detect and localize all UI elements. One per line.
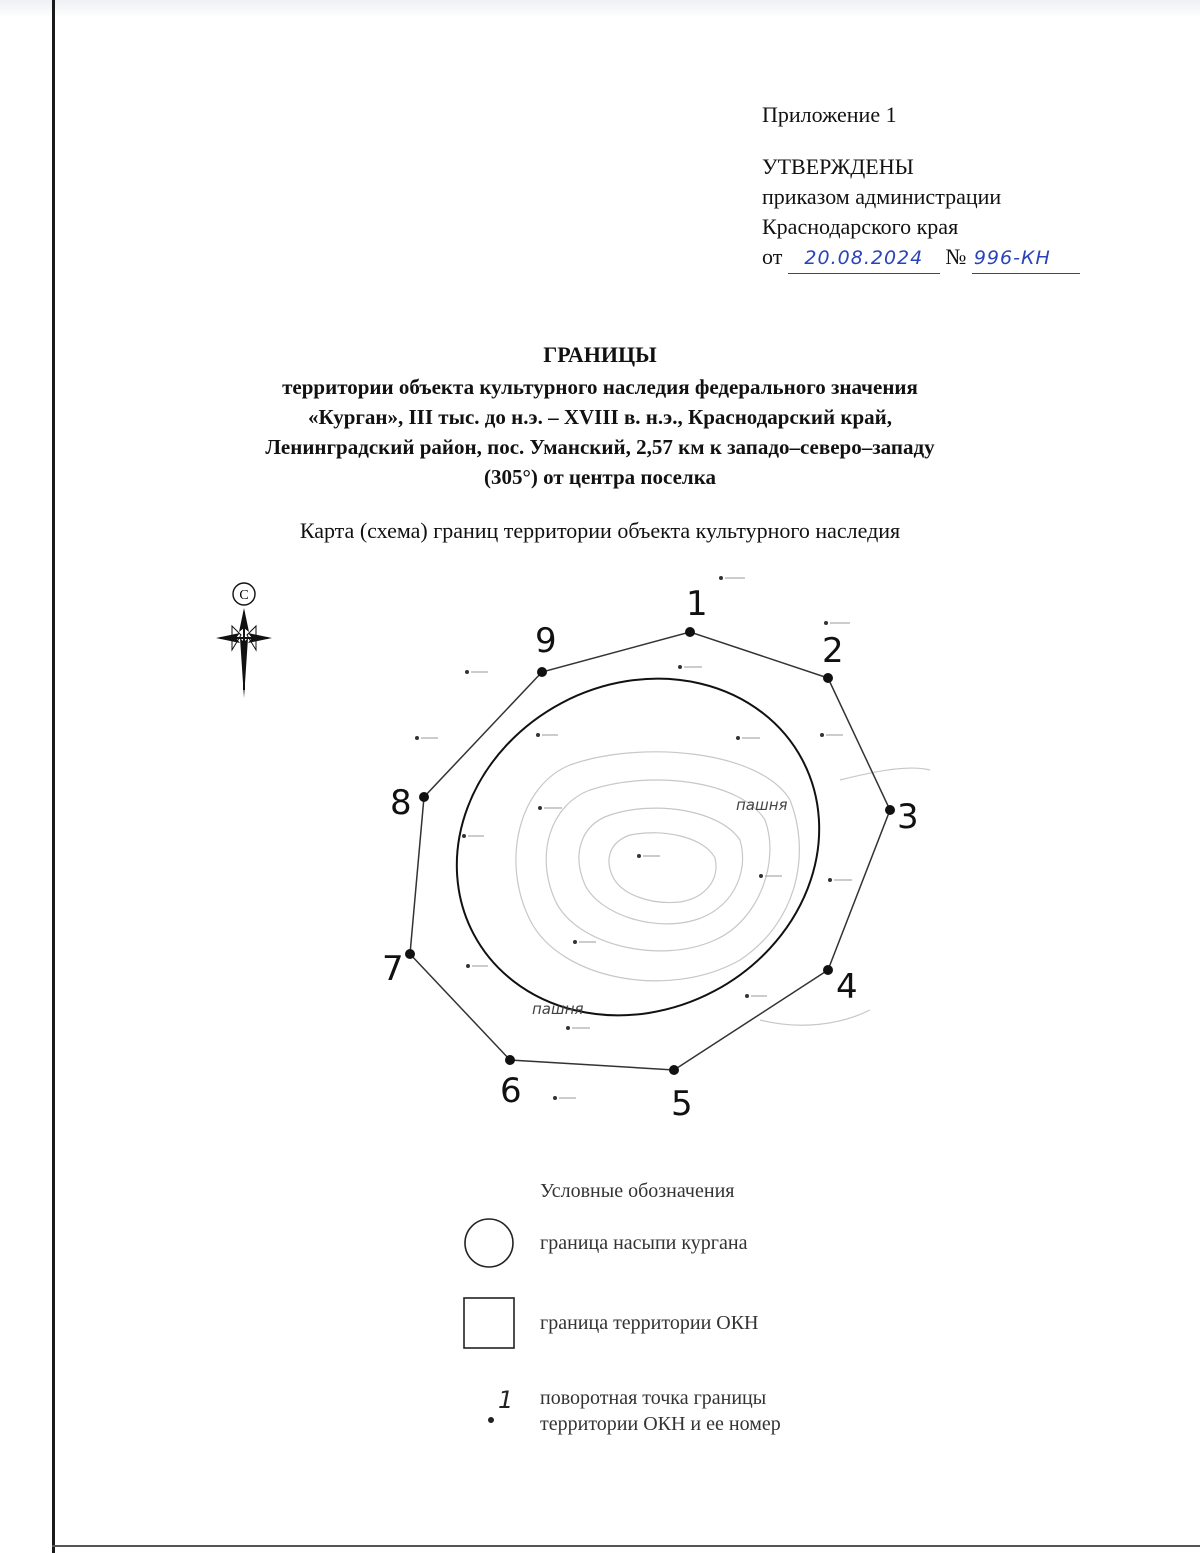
turning-point-label: 8	[390, 783, 412, 823]
field-label: пашня	[532, 1000, 584, 1018]
number-prefix: №	[945, 244, 967, 269]
turning-point-label: 2	[822, 631, 844, 671]
mound-boundary	[397, 616, 879, 1078]
boundary-map	[200, 560, 1020, 1130]
turning-point-marker	[405, 949, 415, 959]
turning-point-marker	[419, 792, 429, 802]
legend-title: Условные обозначения	[540, 1180, 735, 1202]
legend-mound-icon	[462, 1216, 516, 1270]
title-line-1: территории объекта культурного наследия федерального значения	[282, 375, 918, 399]
turning-point-marker	[669, 1065, 679, 1075]
legend-turning-point-label	[540, 1385, 781, 1437]
turning-point-marker	[537, 667, 547, 677]
page-edge-bottom	[52, 1545, 1200, 1547]
field-label: пашня	[736, 796, 788, 814]
turning-point-marker	[885, 805, 895, 815]
legend-mound-label: граница насыпи кургана	[540, 1232, 748, 1254]
elevation-tick-marks	[421, 578, 852, 1098]
appendix-label: Приложение 1	[762, 102, 897, 127]
turning-point-label: 7	[382, 949, 404, 989]
title-line-3: Ленинградский район, пос. Уманский, 2,57 км к западо–северо–западу	[265, 435, 935, 459]
legend-point-number: 1	[498, 1386, 514, 1414]
by-order-label: приказом администрации	[762, 184, 1002, 209]
legend-point-line-2: территории ОКН и ее номер	[540, 1413, 781, 1435]
title-line-2: «Курган», III тыс. до н.э. – XVIII в. н.э., Краснодарский край,	[307, 405, 892, 429]
legend-turning-point-icon	[480, 1384, 520, 1434]
title-line-4: (305°) от центра поселка	[483, 465, 716, 489]
title-main: ГРАНИЦЫ	[543, 342, 657, 367]
turning-point-marker	[823, 965, 833, 975]
turning-point-marker	[823, 673, 833, 683]
legend-territory-label: граница территории ОКН	[540, 1312, 759, 1334]
legend-territory-icon	[462, 1296, 516, 1350]
region-label: Краснодарского края	[762, 214, 959, 239]
page-edge-left	[52, 0, 55, 1553]
turning-point-label: 3	[897, 797, 919, 837]
handwritten-date: 20.08.2024	[788, 243, 940, 274]
approved-label: УТВЕРЖДЕНЫ	[762, 154, 914, 179]
scan-top-shade	[0, 0, 1200, 18]
turning-point-label: 4	[836, 967, 858, 1007]
turning-point-label: 9	[535, 621, 557, 661]
handwritten-number: 996-КН	[972, 243, 1080, 274]
from-prefix: от	[762, 244, 783, 269]
map-caption: Карта (схема) границ территории объекта культурного наследия	[299, 518, 901, 543]
turning-point-marker	[505, 1055, 515, 1065]
order-date-number-row	[762, 242, 1080, 274]
turning-points	[405, 627, 895, 1075]
legend-point-line-1: поворотная точка границы	[540, 1387, 767, 1409]
approval-block	[762, 100, 1080, 274]
contour-lines	[516, 752, 930, 1025]
compass-letter: С	[239, 588, 249, 603]
compass-rose-icon	[216, 583, 272, 698]
turning-point-label: 1	[686, 584, 708, 624]
turning-point-label: 5	[671, 1084, 693, 1124]
turning-point-marker	[685, 627, 695, 637]
document-title	[180, 340, 1020, 492]
turning-point-label: 6	[500, 1071, 522, 1111]
